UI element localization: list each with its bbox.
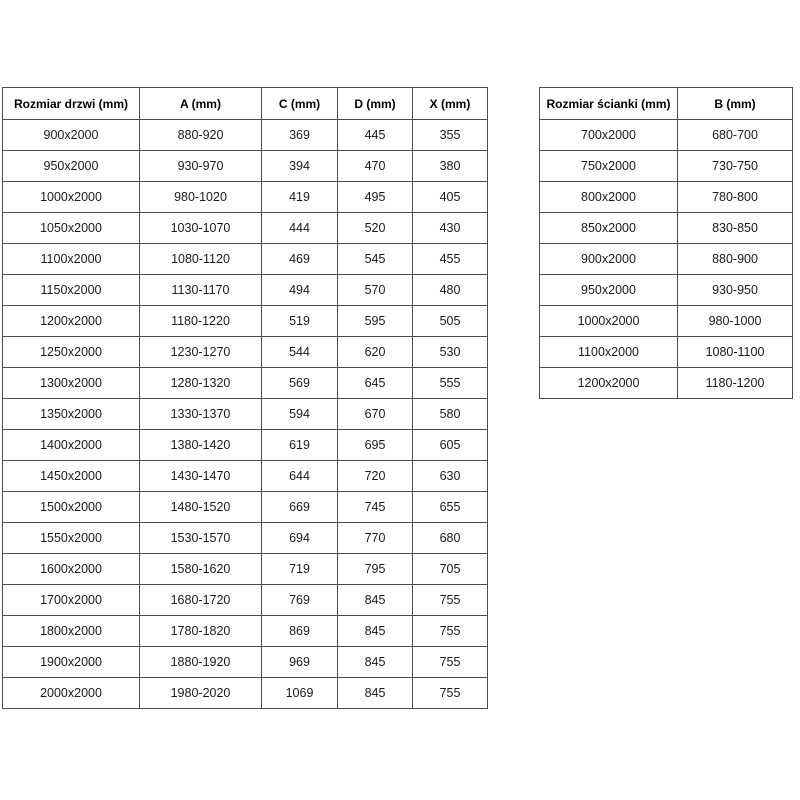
- table-cell: 495: [338, 182, 413, 213]
- table-cell: 544: [262, 337, 338, 368]
- table-cell: 455: [413, 244, 488, 275]
- table-cell: 950x2000: [3, 151, 140, 182]
- table-row: [540, 182, 793, 213]
- table-cell: 1230-1270: [140, 337, 262, 368]
- table-cell: 645: [338, 368, 413, 399]
- table-cell: 755: [413, 616, 488, 647]
- table-cell: 1600x2000: [3, 554, 140, 585]
- table-cell: 1300x2000: [3, 368, 140, 399]
- wall-table-body: [540, 120, 793, 399]
- table-cell: 1550x2000: [3, 523, 140, 554]
- table-cell: 644: [262, 461, 338, 492]
- table-cell: 1500x2000: [3, 492, 140, 523]
- table-cell: 445: [338, 120, 413, 151]
- table-cell: 394: [262, 151, 338, 182]
- table-cell: 605: [413, 430, 488, 461]
- table-row: [540, 275, 793, 306]
- table-cell: 670: [338, 399, 413, 430]
- table-row: [540, 120, 793, 151]
- table-row: [3, 337, 488, 368]
- table-cell: 1780-1820: [140, 616, 262, 647]
- table-cell: 494: [262, 275, 338, 306]
- table-cell: 930-970: [140, 151, 262, 182]
- table-cell: 1680-1720: [140, 585, 262, 616]
- table-cell: 1050x2000: [3, 213, 140, 244]
- table-row: [3, 430, 488, 461]
- table-cell: 1130-1170: [140, 275, 262, 306]
- table-cell: 1180-1220: [140, 306, 262, 337]
- table-cell: 845: [338, 647, 413, 678]
- table-row: [3, 616, 488, 647]
- table-cell: 520: [338, 213, 413, 244]
- table-cell: 770: [338, 523, 413, 554]
- table-row: [3, 399, 488, 430]
- table-cell: 830-850: [678, 213, 793, 244]
- table-row: [540, 213, 793, 244]
- table-cell: 480: [413, 275, 488, 306]
- table-cell: 1000x2000: [540, 306, 678, 337]
- table-row: [3, 492, 488, 523]
- table-row: [3, 275, 488, 306]
- table-row: [3, 585, 488, 616]
- table-cell: 1800x2000: [3, 616, 140, 647]
- table-cell: 355: [413, 120, 488, 151]
- table-cell: 695: [338, 430, 413, 461]
- table-cell: 594: [262, 399, 338, 430]
- table-cell: 555: [413, 368, 488, 399]
- table-cell: 1080-1100: [678, 337, 793, 368]
- table-cell: 545: [338, 244, 413, 275]
- table-cell: 519: [262, 306, 338, 337]
- table-cell: 405: [413, 182, 488, 213]
- table-cell: 1430-1470: [140, 461, 262, 492]
- wall-table-header-row: [540, 88, 793, 120]
- table-cell: 845: [338, 678, 413, 709]
- wall-table-header-b: B (mm): [678, 88, 793, 120]
- table-cell: 845: [338, 616, 413, 647]
- door-sizes-table: [2, 87, 488, 709]
- table-cell: 1530-1570: [140, 523, 262, 554]
- table-cell: 444: [262, 213, 338, 244]
- table-row: [3, 213, 488, 244]
- table-cell: 655: [413, 492, 488, 523]
- table-cell: 1880-1920: [140, 647, 262, 678]
- door-table-header-c: C (mm): [262, 88, 338, 120]
- table-cell: 580: [413, 399, 488, 430]
- table-cell: 1700x2000: [3, 585, 140, 616]
- table-cell: 730-750: [678, 151, 793, 182]
- table-cell: 930-950: [678, 275, 793, 306]
- table-cell: 755: [413, 647, 488, 678]
- table-cell: 880-920: [140, 120, 262, 151]
- table-cell: 620: [338, 337, 413, 368]
- table-cell: 700x2000: [540, 120, 678, 151]
- table-row: [3, 244, 488, 275]
- table-cell: 630: [413, 461, 488, 492]
- table-cell: 569: [262, 368, 338, 399]
- table-cell: 530: [413, 337, 488, 368]
- table-cell: 980-1020: [140, 182, 262, 213]
- table-cell: 845: [338, 585, 413, 616]
- table-cell: 850x2000: [540, 213, 678, 244]
- table-row: [3, 523, 488, 554]
- table-cell: 1380-1420: [140, 430, 262, 461]
- table-row: [3, 461, 488, 492]
- table-cell: 1580-1620: [140, 554, 262, 585]
- table-cell: 1480-1520: [140, 492, 262, 523]
- table-cell: 680: [413, 523, 488, 554]
- table-cell: 1200x2000: [540, 368, 678, 399]
- table-row: [3, 306, 488, 337]
- door-table-header-row: [3, 88, 488, 120]
- table-cell: 619: [262, 430, 338, 461]
- table-cell: 1250x2000: [3, 337, 140, 368]
- table-cell: 469: [262, 244, 338, 275]
- table-cell: 755: [413, 585, 488, 616]
- table-cell: 694: [262, 523, 338, 554]
- table-cell: 669: [262, 492, 338, 523]
- table-cell: 470: [338, 151, 413, 182]
- table-cell: 1069: [262, 678, 338, 709]
- table-cell: 900x2000: [540, 244, 678, 275]
- table-row: [3, 554, 488, 585]
- table-cell: 869: [262, 616, 338, 647]
- table-cell: 430: [413, 213, 488, 244]
- table-cell: 1100x2000: [540, 337, 678, 368]
- table-cell: 720: [338, 461, 413, 492]
- table-cell: 419: [262, 182, 338, 213]
- table-cell: 980-1000: [678, 306, 793, 337]
- table-cell: 369: [262, 120, 338, 151]
- table-cell: 750x2000: [540, 151, 678, 182]
- table-cell: 595: [338, 306, 413, 337]
- table-row: [540, 151, 793, 182]
- table-cell: 1150x2000: [3, 275, 140, 306]
- table-cell: 1000x2000: [3, 182, 140, 213]
- table-cell: 1350x2000: [3, 399, 140, 430]
- table-cell: 755: [413, 678, 488, 709]
- table-cell: 969: [262, 647, 338, 678]
- table-cell: 705: [413, 554, 488, 585]
- table-cell: 1400x2000: [3, 430, 140, 461]
- door-table-header-d: D (mm): [338, 88, 413, 120]
- table-cell: 1280-1320: [140, 368, 262, 399]
- table-cell: 769: [262, 585, 338, 616]
- table-row: [3, 647, 488, 678]
- table-cell: 745: [338, 492, 413, 523]
- door-table-header-rozmiar: Rozmiar drzwi (mm): [3, 88, 140, 120]
- table-cell: 505: [413, 306, 488, 337]
- table-cell: 1900x2000: [3, 647, 140, 678]
- door-table-header-a: A (mm): [140, 88, 262, 120]
- table-row: [3, 151, 488, 182]
- table-row: [3, 120, 488, 151]
- table-cell: 719: [262, 554, 338, 585]
- door-table-body: [3, 120, 488, 709]
- wall-table-header-rozmiar: Rozmiar ścianki (mm): [540, 88, 678, 120]
- table-cell: 880-900: [678, 244, 793, 275]
- table-row: [3, 678, 488, 709]
- table-cell: 1200x2000: [3, 306, 140, 337]
- table-cell: 1030-1070: [140, 213, 262, 244]
- wall-sizes-table: [539, 87, 793, 399]
- table-row: [540, 306, 793, 337]
- table-cell: 2000x2000: [3, 678, 140, 709]
- table-cell: 1980-2020: [140, 678, 262, 709]
- table-cell: 950x2000: [540, 275, 678, 306]
- table-cell: 1080-1120: [140, 244, 262, 275]
- table-cell: 1100x2000: [3, 244, 140, 275]
- door-table-header-x: X (mm): [413, 88, 488, 120]
- table-cell: 1450x2000: [3, 461, 140, 492]
- table-row: [3, 368, 488, 399]
- table-cell: 780-800: [678, 182, 793, 213]
- table-row: [540, 337, 793, 368]
- table-cell: 680-700: [678, 120, 793, 151]
- table-cell: 570: [338, 275, 413, 306]
- table-cell: 900x2000: [3, 120, 140, 151]
- table-cell: 380: [413, 151, 488, 182]
- table-cell: 795: [338, 554, 413, 585]
- table-cell: 800x2000: [540, 182, 678, 213]
- table-cell: 1180-1200: [678, 368, 793, 399]
- table-cell: 1330-1370: [140, 399, 262, 430]
- table-row: [540, 368, 793, 399]
- table-row: [3, 182, 488, 213]
- table-row: [540, 244, 793, 275]
